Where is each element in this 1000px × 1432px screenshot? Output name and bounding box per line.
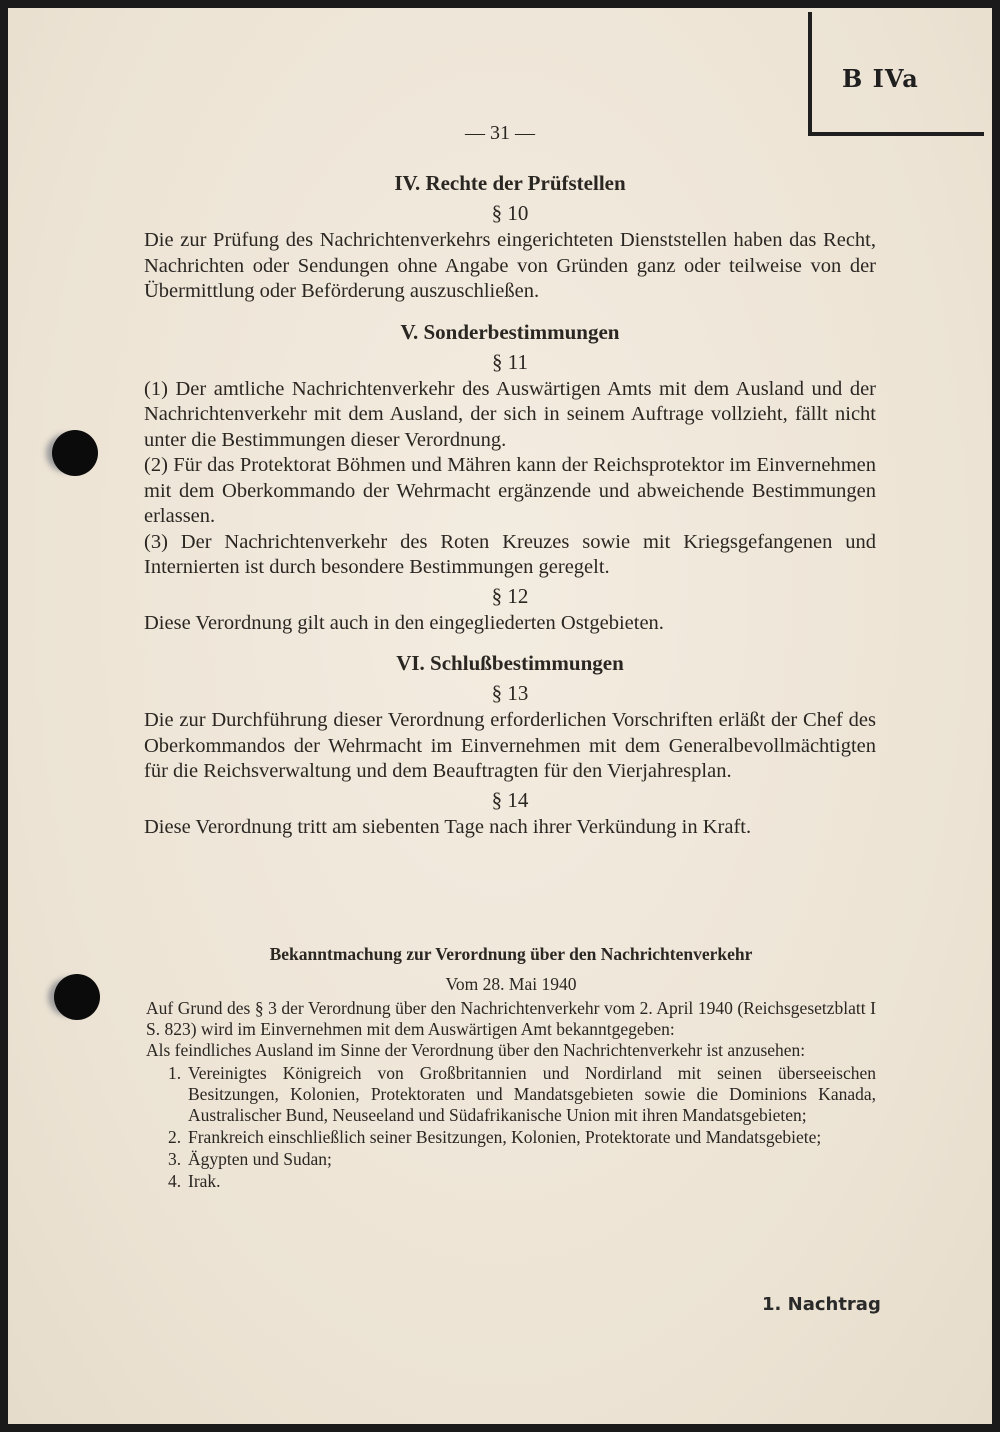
paragraph-10: § 10 bbox=[491, 201, 529, 225]
list-item bbox=[168, 1171, 876, 1192]
ordinance-text bbox=[144, 168, 876, 840]
list-item-number: 1. bbox=[168, 1063, 182, 1083]
punch-hole-top bbox=[52, 430, 98, 476]
notice-title: Bekanntmachung zur Verordnung über den Nachrichtenverkehr bbox=[269, 944, 753, 964]
list-item bbox=[168, 1149, 876, 1170]
notice-date: Vom 28. Mai 1940 bbox=[445, 974, 577, 994]
paragraph-11-item-3: (3) Der Nachrichtenverkehr des Roten Kreuzes sowie mit Kriegsgefangenen und Internierten ist durch besondere Bestimmungen geregelt. bbox=[144, 530, 876, 578]
section-heading-v: V. Sonderbestimmungen bbox=[400, 319, 620, 344]
paragraph-11-item-2: (2) Für das Protektorat Böhmen und Mähren kann der Reichsprotektor im Einvernehmen mit dem Oberkommando der Wehrmacht ergänzende und abweichende Bestimmungen erlassen. bbox=[144, 454, 876, 527]
notice-lead: Als feindliches Ausland im Sinne der Verordnung über den Nachrichtenverkehr ist anzusehen: bbox=[146, 1040, 806, 1060]
list-item-number: 3. bbox=[168, 1149, 182, 1169]
reference-box bbox=[808, 12, 984, 136]
paragraph-13: § 13 bbox=[491, 681, 529, 705]
notice-block bbox=[146, 938, 876, 1193]
list-item-text: Vereinigtes Königreich von Großbritannien und Nordirland mit seinen überseeischen Besitzungen, Kolonien, Protektoraten und Mandatsgebieten sowie die Dominions Kanada, Australischer Bund, Neuseeland und Südafrikanische Union mit ihren Mandatsgebieten; bbox=[188, 1063, 876, 1125]
paragraph-14: § 14 bbox=[491, 787, 529, 812]
list-item-text: Irak. bbox=[188, 1171, 221, 1191]
list-item-text: Frankreich einschließlich seiner Besitzungen, Kolonien, Protektorate und Mandatsgebiete; bbox=[188, 1127, 822, 1147]
notice-intro: Auf Grund des § 3 der Verordnung über den Nachrichtenverkehr vom 2. April 1940 (Reichsgesetzblatt I S. 823) wird im Einvernehmen mit dem Auswärtigen Amt bekanntgegeben: bbox=[146, 998, 876, 1039]
paragraph-10-text: Die zur Prüfung des Nachrichtenverkehrs eingerichteten Dienststellen haben das Recht, Nachrichten oder Sendungen ohne Angabe von Gründen ganz oder teilweise von der Übermittlung oder Beförderung auszuschließen. bbox=[144, 229, 876, 302]
list-item-number: 2. bbox=[168, 1127, 182, 1147]
list-item bbox=[168, 1063, 876, 1126]
punch-hole-bottom bbox=[54, 974, 100, 1020]
supplement-label: 1. Nachtrag bbox=[762, 1294, 881, 1315]
list-item bbox=[168, 1127, 876, 1148]
paragraph-14-text: Diese Verordnung tritt am siebenten Tage nach ihrer Verkündung in Kraft. bbox=[144, 815, 752, 838]
section-heading-iv: IV. Rechte der Prüfstellen bbox=[394, 171, 626, 195]
page-number: — 31 — bbox=[465, 122, 535, 144]
list-item-text: Ägypten und Sudan; bbox=[188, 1149, 332, 1169]
enemy-country-list bbox=[146, 1063, 876, 1192]
paragraph-13-text: Die zur Durchführung dieser Verordnung erforderlichen Vorschriften erläßt der Chef des Oberkommandos der Wehrmacht im Einvernehmen mit dem Generalbevollmächtigten für die Reichsverwaltung und dem Beauftragten für den Vierjahresplan. bbox=[144, 709, 876, 782]
section-heading-vi: VI. Schlußbestimmungen bbox=[396, 651, 624, 675]
list-item-number: 4. bbox=[168, 1171, 182, 1191]
paragraph-11: § 11 bbox=[492, 349, 528, 374]
paragraph-11-item-1: (1) Der amtliche Nachrichtenverkehr des Auswärtigen Amts mit dem Ausland und der Nachrichtenverkehr mit dem Ausland, der sich in seinem Auftrage vollzieht, fällt nicht unter die Bestimmungen dieser Verordnung. bbox=[144, 377, 876, 451]
reference-label: B IVa bbox=[842, 64, 919, 93]
paragraph-12-text: Diese Verordnung gilt auch in den eingegliederten Ostgebieten. bbox=[144, 611, 664, 634]
paragraph-12: § 12 bbox=[491, 583, 529, 608]
